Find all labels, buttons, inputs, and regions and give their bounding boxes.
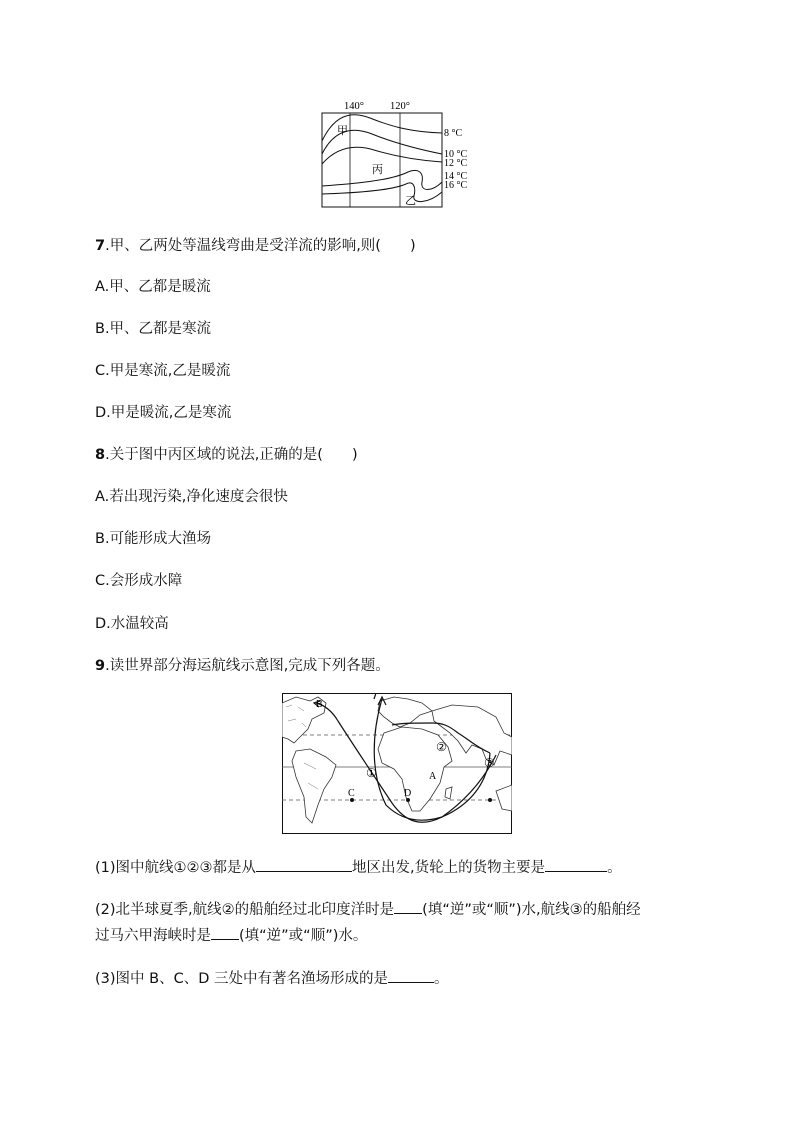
question-8-option-a: A.若出现污染,净化速度会很快 xyxy=(95,489,288,505)
shipping-route-map xyxy=(282,693,512,834)
question-8-option-d: D.水温较高 xyxy=(95,616,169,632)
question-7-stem: 7.甲、乙两处等温线弯曲是受洋流的影响,则( ) xyxy=(95,238,416,254)
map-label-route-2: ② xyxy=(436,740,447,754)
answer-blank-fishery[interactable] xyxy=(388,968,434,983)
answer-blank-cargo[interactable] xyxy=(545,857,607,872)
question-7-option-b: B.甲、乙都是寒流 xyxy=(95,321,212,337)
region-jia: 甲 xyxy=(337,125,348,137)
isotherm-label-14: 14 °C xyxy=(444,171,468,182)
map-label-d: D xyxy=(404,788,412,799)
lon-label-120: 120° xyxy=(390,101,410,112)
question-9-number: 9 xyxy=(95,658,106,674)
question-8-option-b: B.可能形成大渔场 xyxy=(95,531,212,547)
isotherm-figure xyxy=(310,96,480,211)
question-9-sub-1: (1)图中航线①②③都是从 地区出发,货轮上的货物主要是 。 xyxy=(95,857,622,878)
isotherm-label-8: 8 °C xyxy=(444,128,463,139)
region-bing: 丙 xyxy=(372,164,383,176)
question-8-number: 8 xyxy=(95,447,106,463)
question-8-stem: 8.关于图中丙区域的说法,正确的是( ) xyxy=(95,447,358,463)
isotherm-label-16: 16 °C xyxy=(444,180,468,191)
map-label-route-3: ③ xyxy=(484,756,495,770)
question-8-option-c: C.会形成水障 xyxy=(95,573,183,589)
question-7-option-a: A.甲、乙都是暖流 xyxy=(95,279,211,295)
isotherm-16 xyxy=(322,183,442,202)
question-7-number: 7 xyxy=(95,238,106,254)
map-label-b: B xyxy=(316,699,323,710)
isotherm-label-12: 12 °C xyxy=(444,158,468,169)
question-9-stem: 9.读世界部分海运航线示意图,完成下列各题。 xyxy=(95,658,390,674)
map-label-route-1: ① xyxy=(366,766,377,780)
question-7-option-d: D.甲是暖流,乙是寒流 xyxy=(95,405,232,421)
question-7-option-c: C.甲是寒流,乙是暖流 xyxy=(95,363,231,379)
isotherm-label-10: 10 °C xyxy=(444,149,468,160)
question-9-sub-2-line-2: 过马六甲海峡时是 (填“逆”或“顺”)水。 xyxy=(95,925,367,946)
question-9-sub-3: (3)图中 B、C、D 三处中有著名渔场形成的是 。 xyxy=(95,968,449,989)
map-label-c: C xyxy=(348,788,355,799)
region-yi: 乙 xyxy=(405,195,416,207)
answer-blank-origin[interactable] xyxy=(256,857,352,872)
answer-blank-route-3-current[interactable] xyxy=(211,925,239,940)
map-label-a: A xyxy=(429,771,437,782)
answer-blank-route-2-current[interactable] xyxy=(394,899,422,914)
question-9-sub-2-line-1: (2)北半球夏季,航线②的船舶经过北印度洋时是 (填“逆”或“顺”)水,航线③的船舶经 xyxy=(95,899,641,920)
lon-label-140: 140° xyxy=(344,101,364,112)
